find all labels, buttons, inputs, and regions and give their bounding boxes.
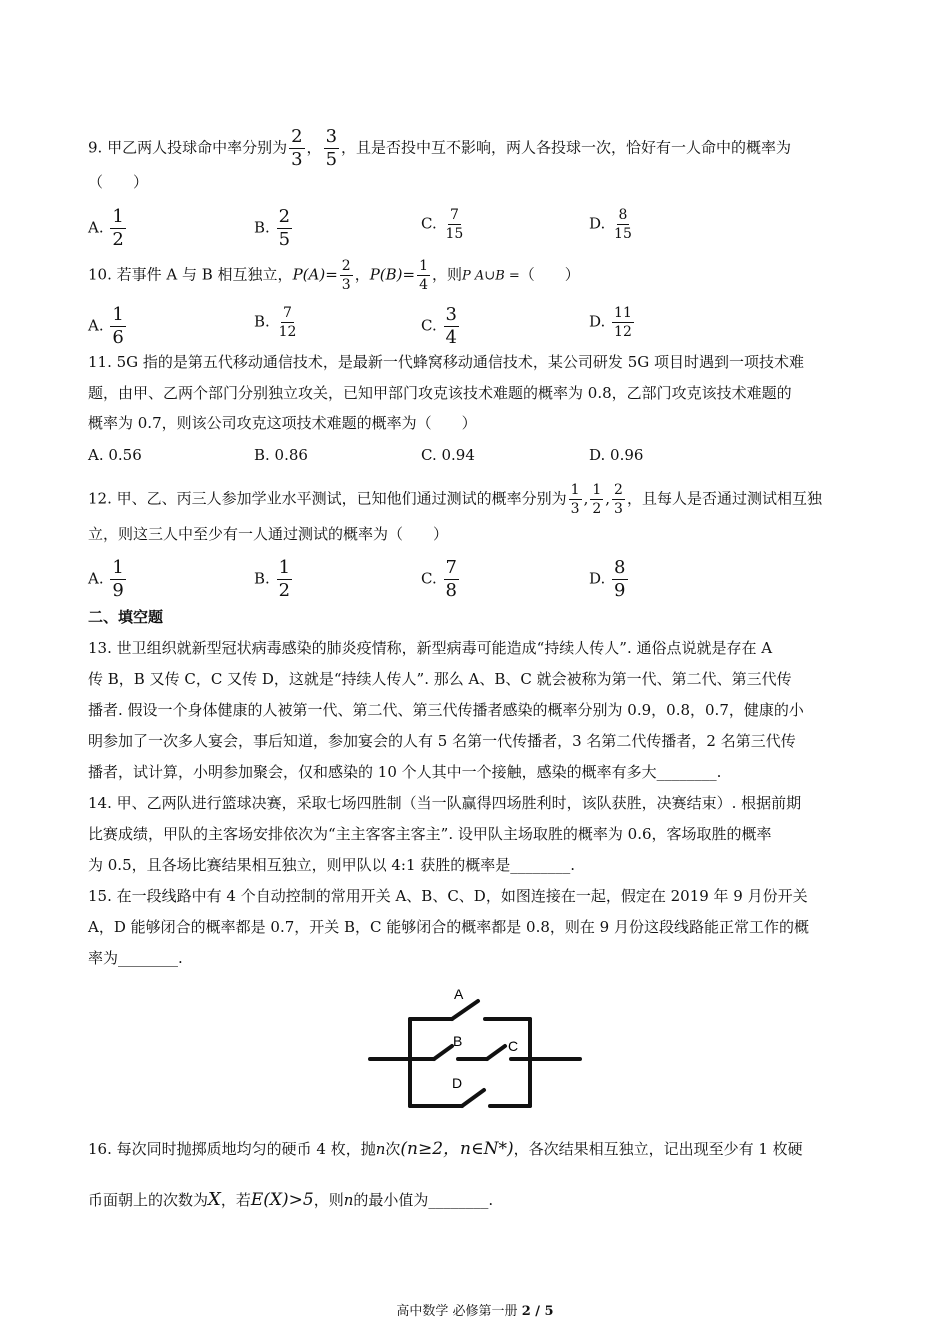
- q9-option-c: C. $\frac{7}{15}$: [421, 207, 464, 242]
- q16-line1: 16. 每次同时抛掷质地均匀的硬币 4 枚，抛n次(n≥2，n∈N*)，各次结果相互独立，记出现至少有 1 枚硬: [88, 1139, 803, 1159]
- q14-line2: 比赛成绩，甲队的主客场安排依次为“主主客客主客主”. 设甲队主场取胜的概率为 0.6，客场取胜的概率: [88, 825, 772, 843]
- q13-line1: 13. 世卫组织就新型冠状病毒感染的肺炎疫情称，新型病毒可能造成“持续人传人”. 通俗点说就是存在 A: [88, 639, 773, 657]
- switch-b-label: B: [453, 1033, 463, 1049]
- q9-paren: （ ）: [88, 173, 149, 191]
- q16-line2: 币面朝上的次数为X，若E(X)>5，则n的最小值为________.: [88, 1189, 494, 1210]
- page-number: 2 / 5: [521, 1304, 554, 1319]
- q14-line1: 14. 甲、乙两队进行篮球决赛，采取七场四胜制（当一队赢得四场胜利时，该队获胜，决赛结束）. 根据前期: [88, 794, 802, 812]
- q11-option-d: D. 0.96: [589, 446, 644, 464]
- q12-option-a: A. $\frac{1}{9}$: [88, 557, 124, 601]
- q11-line2: 题，由甲、乙两个部门分别独立攻关，已知甲部门攻克该技术难题的概率为 0.8，乙部门攻克该技术难题的: [88, 384, 792, 402]
- q10-option-d: D. $\frac{11}{12}$: [589, 305, 632, 340]
- section-title: 二、填空题: [88, 608, 164, 626]
- q12-option-b: B. $\frac{1}{2}$: [254, 557, 291, 601]
- q9-line1: 9. 甲乙两人投球命中率分别为 $\frac{2}{3}$ ， $\frac{3}{5}$ ，且是否投中互不影响，两人各投球一次，恰好有一人命中的概率为: [88, 126, 792, 170]
- q13-line4: 明参加了一次多人宴会，事后知道，参加宴会的人有 5 名第一代传播者，3 名第二代传播者，2 名第三代传: [88, 732, 796, 750]
- q11-option-c: C. 0.94: [421, 446, 475, 464]
- q10-option-c: C. $\frac{3}{4}$: [421, 304, 457, 348]
- q10-option-b: B. $\frac{7}{12}$: [254, 305, 297, 340]
- switch-d-label: D: [452, 1075, 463, 1091]
- q9-option-b: B. $\frac{2}{5}$: [254, 206, 291, 250]
- q15-line2: A，D 能够闭合的概率都是 0.7，开关 B，C 能够闭合的概率都是 0.8，则在 9 月份这段线路能正常工作的概: [88, 918, 809, 936]
- page-footer: 高中数学 必修第一册 2 / 5: [396, 1304, 554, 1319]
- q13-line3: 播者. 假设一个身体健康的人被第一代、第二代、第三代传播者感染的概率分别为 0.9，0.8，0.7，健康的小: [88, 701, 804, 719]
- q14-line3: 为 0.5，且各场比赛结果相互独立，则甲队以 4:1 获胜的概率是________.: [88, 856, 576, 874]
- q12-line1: 12. 甲、乙、丙三人参加学业水平测试，已知他们通过测试的概率分别为 $\frac{1}{3}$ , $\frac{1}{2}$ , $\frac{2}{3}$ ，且每人是否通过测试相互独: [88, 482, 822, 517]
- q15-line1: 15. 在一段线路中有 4 个自动控制的常用开关 A、B、C、D，如图连接在一起，假定在 2019 年 9 月份开关: [88, 887, 808, 905]
- q12-option-c: C. $\frac{7}{8}$: [421, 557, 457, 601]
- q10-line1: 10. 若事件 A 与 B 相互独立，P(A)= $\frac{2}{3}$ ，P(B)= $\frac{1}{4}$ ，则P A∪B =（ ）: [88, 258, 580, 293]
- q11-option-a: A. 0.56: [88, 446, 142, 464]
- q13-line2: 传 B，B 又传 C，C 又传 D，这就是“持续人传人”. 那么 A、B、C 就会被称为第一代、第二代、第三代传: [88, 670, 792, 688]
- q11-line3: 概率为 0.7，则该公司攻克这项技术难题的概率为（ ）: [88, 414, 477, 432]
- q9-frac2: $\frac{3}{5}$: [325, 126, 338, 170]
- q15-line3: 率为________.: [88, 949, 183, 967]
- q9-option-a: A. $\frac{1}{2}$: [88, 206, 124, 250]
- q12-line2: 立，则这三人中至少有一人通过测试的概率为（ ）: [88, 525, 449, 543]
- switch-a-label: A: [454, 986, 464, 1002]
- q11-option-b: B. 0.86: [254, 446, 308, 464]
- q12-option-d: D. $\frac{8}{9}$: [589, 557, 626, 601]
- q10-option-a: A. $\frac{1}{6}$: [88, 304, 124, 348]
- q13-line5: 播者，试计算，小明参加聚会，仅和感染的 10 个人其中一个接触，感染的概率有多大________.: [88, 763, 722, 781]
- switch-c-label: C: [508, 1038, 519, 1054]
- q9-frac1: $\frac{2}{3}$: [291, 126, 303, 170]
- q11-line1: 11. 5G 指的是第五代移动通信技术，是最新一代蜂窝移动通信技术，某公司研发 5G 项目时遇到一项技术难: [88, 353, 804, 371]
- q9-option-d: D. $\frac{8}{15}$: [589, 207, 632, 242]
